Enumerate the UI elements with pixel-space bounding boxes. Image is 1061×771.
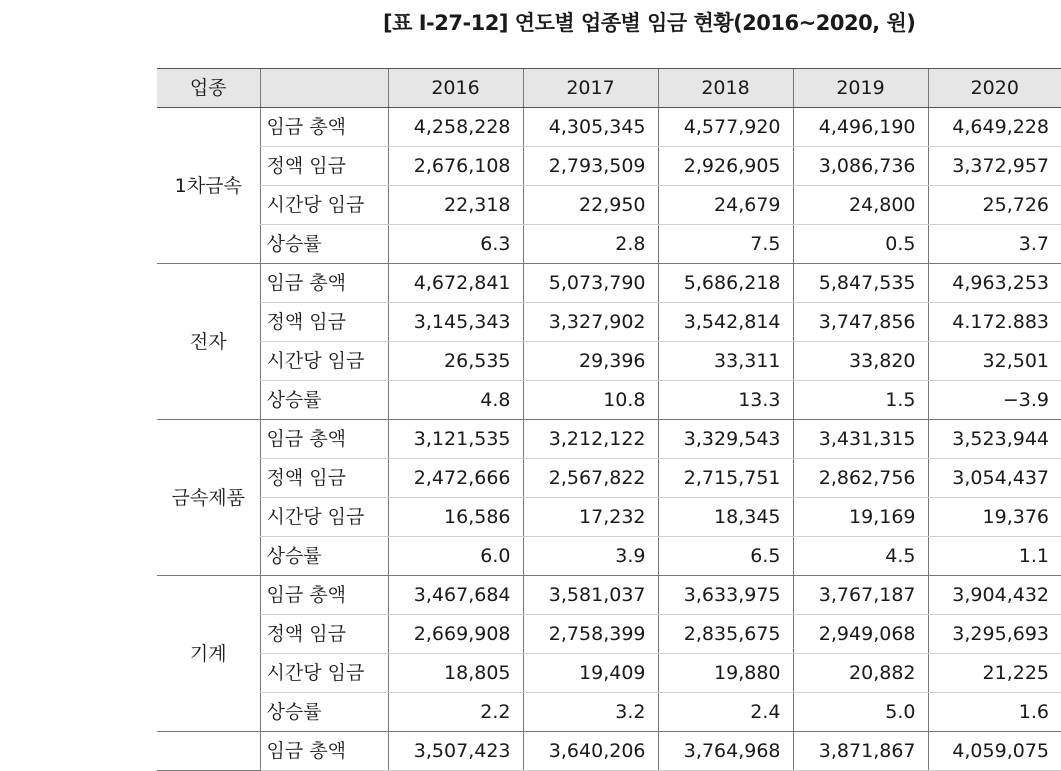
value-cell: 16,586 bbox=[388, 498, 523, 537]
value-cell: 3.7 bbox=[928, 225, 1061, 264]
value-cell: 24,679 bbox=[658, 186, 793, 225]
table-row bbox=[157, 264, 1061, 303]
metric-cell: 시간당 임금 bbox=[260, 342, 388, 381]
table-row bbox=[157, 381, 1061, 420]
value-cell: 21,225 bbox=[928, 654, 1061, 693]
value-cell: 33,311 bbox=[658, 342, 793, 381]
value-cell: 2,472,666 bbox=[388, 459, 523, 498]
value-cell: 3,542,814 bbox=[658, 303, 793, 342]
value-cell: 22,318 bbox=[388, 186, 523, 225]
metric-cell: 정액 임금 bbox=[260, 615, 388, 654]
value-cell: 4.172.883 bbox=[928, 303, 1061, 342]
value-cell: 5,847,535 bbox=[793, 264, 928, 303]
value-cell: 3.2 bbox=[523, 693, 658, 732]
value-cell: 1.5 bbox=[793, 381, 928, 420]
value-cell: 3,764,968 bbox=[658, 732, 793, 771]
table-row bbox=[157, 654, 1061, 693]
value-cell: 17,232 bbox=[523, 498, 658, 537]
value-cell: 4.5 bbox=[793, 537, 928, 576]
value-cell: 2,676,108 bbox=[388, 147, 523, 186]
value-cell: 19,880 bbox=[658, 654, 793, 693]
value-cell: 6.3 bbox=[388, 225, 523, 264]
value-cell: 13.3 bbox=[658, 381, 793, 420]
value-cell: 3,767,187 bbox=[793, 576, 928, 615]
value-cell: 2,567,822 bbox=[523, 459, 658, 498]
value-cell: 5,686,218 bbox=[658, 264, 793, 303]
value-cell: 2.2 bbox=[388, 693, 523, 732]
value-cell: 4,305,345 bbox=[523, 108, 658, 147]
header-row bbox=[157, 69, 1061, 108]
industry-cell bbox=[157, 732, 260, 771]
table-row bbox=[157, 108, 1061, 147]
value-cell: 2,862,756 bbox=[793, 459, 928, 498]
value-cell: 4,059,075 bbox=[928, 732, 1061, 771]
value-cell: 1.1 bbox=[928, 537, 1061, 576]
metric-cell: 시간당 임금 bbox=[260, 186, 388, 225]
header-year-2019: 2019 bbox=[793, 69, 928, 108]
metric-cell: 상승률 bbox=[260, 381, 388, 420]
value-cell: 19,376 bbox=[928, 498, 1061, 537]
value-cell: 26,535 bbox=[388, 342, 523, 381]
value-cell: 3,640,206 bbox=[523, 732, 658, 771]
metric-cell: 임금 총액 bbox=[260, 420, 388, 459]
metric-cell: 정액 임금 bbox=[260, 459, 388, 498]
value-cell: 7.5 bbox=[658, 225, 793, 264]
value-cell: 4,963,253 bbox=[928, 264, 1061, 303]
table-row bbox=[157, 225, 1061, 264]
value-cell: 24,800 bbox=[793, 186, 928, 225]
metric-cell: 임금 총액 bbox=[260, 732, 388, 771]
value-cell: 29,396 bbox=[523, 342, 658, 381]
table-row bbox=[157, 303, 1061, 342]
header-industry: 업종 bbox=[157, 69, 260, 108]
value-cell: 2,793,509 bbox=[523, 147, 658, 186]
value-cell: 3,431,315 bbox=[793, 420, 928, 459]
value-cell: 19,409 bbox=[523, 654, 658, 693]
value-cell: 33,820 bbox=[793, 342, 928, 381]
value-cell: 2,835,675 bbox=[658, 615, 793, 654]
value-cell: 6.5 bbox=[658, 537, 793, 576]
value-cell: 19,169 bbox=[793, 498, 928, 537]
value-cell: 20,882 bbox=[793, 654, 928, 693]
value-cell: 3,747,856 bbox=[793, 303, 928, 342]
table-row bbox=[157, 459, 1061, 498]
header-year-2016: 2016 bbox=[388, 69, 523, 108]
value-cell: 3,467,684 bbox=[388, 576, 523, 615]
metric-cell: 정액 임금 bbox=[260, 303, 388, 342]
wage-table bbox=[157, 68, 1061, 771]
value-cell: 3,086,736 bbox=[793, 147, 928, 186]
header-year-2018: 2018 bbox=[658, 69, 793, 108]
value-cell: 4,577,920 bbox=[658, 108, 793, 147]
value-cell: 4.8 bbox=[388, 381, 523, 420]
value-cell: 3,212,122 bbox=[523, 420, 658, 459]
value-cell: 2,949,068 bbox=[793, 615, 928, 654]
value-cell: 6.0 bbox=[388, 537, 523, 576]
value-cell: 2.4 bbox=[658, 693, 793, 732]
industry-cell: 금속제품 bbox=[157, 420, 260, 576]
value-cell: 3,581,037 bbox=[523, 576, 658, 615]
table-row bbox=[157, 732, 1061, 771]
header-year-2020: 2020 bbox=[928, 69, 1061, 108]
table-row bbox=[157, 576, 1061, 615]
metric-cell: 임금 총액 bbox=[260, 264, 388, 303]
value-cell: 3,145,343 bbox=[388, 303, 523, 342]
value-cell: 2,758,399 bbox=[523, 615, 658, 654]
value-cell: 3.9 bbox=[523, 537, 658, 576]
metric-cell: 시간당 임금 bbox=[260, 654, 388, 693]
table-row bbox=[157, 186, 1061, 225]
metric-cell: 상승률 bbox=[260, 537, 388, 576]
table-row bbox=[157, 147, 1061, 186]
value-cell: 25,726 bbox=[928, 186, 1061, 225]
table-row bbox=[157, 342, 1061, 381]
value-cell: 1.6 bbox=[928, 693, 1061, 732]
value-cell: 3,295,693 bbox=[928, 615, 1061, 654]
metric-cell: 정액 임금 bbox=[260, 147, 388, 186]
value-cell: 4,672,841 bbox=[388, 264, 523, 303]
table-row bbox=[157, 693, 1061, 732]
table-row bbox=[157, 537, 1061, 576]
header-metric bbox=[260, 69, 388, 108]
metric-cell: 임금 총액 bbox=[260, 108, 388, 147]
value-cell: 3,372,957 bbox=[928, 147, 1061, 186]
table-row bbox=[157, 615, 1061, 654]
value-cell: 2,715,751 bbox=[658, 459, 793, 498]
industry-cell: 1차금속 bbox=[157, 108, 260, 264]
value-cell: 3,329,543 bbox=[658, 420, 793, 459]
value-cell: 3,054,437 bbox=[928, 459, 1061, 498]
table-row bbox=[157, 420, 1061, 459]
metric-cell: 임금 총액 bbox=[260, 576, 388, 615]
metric-cell: 시간당 임금 bbox=[260, 498, 388, 537]
value-cell: 0.5 bbox=[793, 225, 928, 264]
value-cell: 5.0 bbox=[793, 693, 928, 732]
value-cell: 2,669,908 bbox=[388, 615, 523, 654]
value-cell: 3,507,423 bbox=[388, 732, 523, 771]
value-cell: 18,805 bbox=[388, 654, 523, 693]
value-cell: 2,926,905 bbox=[658, 147, 793, 186]
value-cell: 2.8 bbox=[523, 225, 658, 264]
value-cell: 3,327,902 bbox=[523, 303, 658, 342]
table-title: [표 Ⅰ-27-12] 연도별 업종별 임금 현황(2016~2020, 원) bbox=[383, 11, 916, 35]
value-cell: 18,345 bbox=[658, 498, 793, 537]
industry-cell: 기계 bbox=[157, 576, 260, 732]
value-cell: 4,496,190 bbox=[793, 108, 928, 147]
value-cell: 10.8 bbox=[523, 381, 658, 420]
industry-cell: 전자 bbox=[157, 264, 260, 420]
value-cell: 3,121,535 bbox=[388, 420, 523, 459]
value-cell: 32,501 bbox=[928, 342, 1061, 381]
value-cell: 3,871,867 bbox=[793, 732, 928, 771]
header-year-2017: 2017 bbox=[523, 69, 658, 108]
value-cell: 4,649,228 bbox=[928, 108, 1061, 147]
value-cell: 3,633,975 bbox=[658, 576, 793, 615]
value-cell: 22,950 bbox=[523, 186, 658, 225]
metric-cell: 상승률 bbox=[260, 693, 388, 732]
table-body bbox=[157, 108, 1061, 771]
value-cell: 3,523,944 bbox=[928, 420, 1061, 459]
metric-cell: 상승률 bbox=[260, 225, 388, 264]
value-cell: 4,258,228 bbox=[388, 108, 523, 147]
table-row bbox=[157, 498, 1061, 537]
value-cell: 3,904,432 bbox=[928, 576, 1061, 615]
value-cell: 5,073,790 bbox=[523, 264, 658, 303]
value-cell: −3.9 bbox=[928, 381, 1061, 420]
